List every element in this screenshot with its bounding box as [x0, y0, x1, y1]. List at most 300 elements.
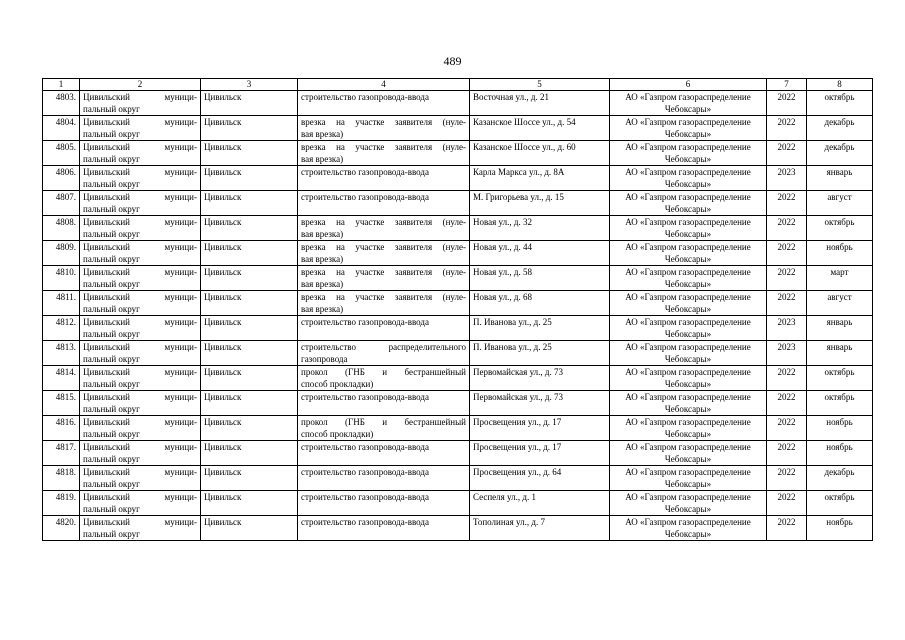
year-cell [767, 291, 807, 316]
year: 2022 [777, 517, 796, 527]
year: 2022 [777, 292, 796, 302]
locality: Цивильск [204, 217, 242, 227]
district-line: Цивильский муници- [83, 167, 197, 177]
work-type-line: строительство газопровода-ввода [301, 492, 429, 502]
year-cell [767, 441, 807, 466]
locality: Цивильск [204, 517, 242, 527]
district-line: Цивильский муници- [83, 467, 197, 477]
row-number-cell [43, 116, 80, 141]
organization-cell [610, 191, 767, 216]
organization-line: Чебоксары» [664, 504, 712, 514]
month-cell [807, 241, 873, 266]
table-row [43, 166, 873, 191]
year: 2022 [777, 217, 796, 227]
row-number-cell [43, 516, 80, 541]
year-cell [767, 316, 807, 341]
row-number: 4804. [55, 117, 76, 127]
district-line: Цивильский муници- [83, 492, 197, 502]
work-type-cell [298, 141, 470, 166]
row-number-cell [43, 166, 80, 191]
work-type-line: вая врезка) [301, 279, 344, 289]
year-cell [767, 391, 807, 416]
district-line: пальный округ [83, 204, 140, 214]
district-line: пальный округ [83, 104, 140, 114]
organization-line: АО «Газпром газораспределение [625, 317, 751, 327]
district-line: пальный округ [83, 504, 140, 514]
month-cell [807, 191, 873, 216]
district-line: пальный округ [83, 254, 140, 264]
district-cell [80, 116, 201, 141]
organization-line: Чебоксары» [664, 129, 712, 139]
column-header: 2 [80, 79, 201, 91]
locality: Цивильск [204, 192, 242, 202]
month-cell [807, 291, 873, 316]
organization-line: Чебоксары» [664, 304, 712, 314]
organization-line: АО «Газпром газораспределение [625, 442, 751, 452]
year-cell [767, 491, 807, 516]
district-line: Цивильский муници- [83, 417, 197, 427]
year: 2023 [777, 317, 796, 327]
month: октябрь [824, 392, 855, 402]
column-header: 5 [470, 79, 610, 91]
row-number: 4812. [55, 317, 76, 327]
locality-cell [201, 291, 298, 316]
district-line: пальный округ [83, 404, 140, 414]
row-number: 4815. [55, 392, 76, 402]
work-type-line: вая врезка) [301, 154, 344, 164]
table-row [43, 216, 873, 241]
district-line: пальный округ [83, 479, 140, 489]
address: Просвещения ул., д. 17 [473, 417, 562, 427]
year-cell [767, 216, 807, 241]
organization-line: АО «Газпром газораспределение [625, 417, 751, 427]
organization-line: Чебоксары» [664, 104, 712, 114]
district-line: Цивильский муници- [83, 442, 197, 452]
year: 2022 [777, 442, 796, 452]
district-cell [80, 341, 201, 366]
district-cell [80, 241, 201, 266]
locality-cell [201, 491, 298, 516]
locality: Цивильск [204, 392, 242, 402]
month: ноябрь [826, 417, 853, 427]
organization-cell [610, 241, 767, 266]
year: 2022 [777, 92, 796, 102]
organization-line: Чебоксары» [664, 204, 712, 214]
locality: Цивильск [204, 242, 242, 252]
year: 2022 [777, 192, 796, 202]
organization-line: Чебоксары» [664, 154, 712, 164]
locality: Цивильск [204, 142, 242, 152]
work-type-line: строительство газопровода-ввода [301, 192, 429, 202]
organization-line: АО «Газпром газораспределение [625, 117, 751, 127]
district-line: Цивильский муници- [83, 142, 197, 152]
year: 2022 [777, 417, 796, 427]
year-cell [767, 241, 807, 266]
district-line: Цивильский муници- [83, 117, 197, 127]
year-cell [767, 166, 807, 191]
year-cell [767, 516, 807, 541]
work-type-cell [298, 466, 470, 491]
year: 2023 [777, 342, 796, 352]
row-number: 4816. [55, 417, 76, 427]
row-number-cell [43, 491, 80, 516]
table-row [43, 391, 873, 416]
address: Первомайская ул., д. 73 [473, 367, 563, 377]
table-row [43, 416, 873, 441]
organization-cell [610, 491, 767, 516]
district-cell [80, 91, 201, 116]
row-number-cell [43, 316, 80, 341]
work-type-cell [298, 116, 470, 141]
address: Тополиная ул., д. 7 [473, 517, 545, 527]
work-type-line: вая врезка) [301, 229, 344, 239]
district-line: пальный округ [83, 154, 140, 164]
locality-cell [201, 441, 298, 466]
district-line: пальный округ [83, 129, 140, 139]
row-number: 4806. [55, 167, 76, 177]
locality-cell [201, 241, 298, 266]
organization-cell [610, 141, 767, 166]
work-type-line: вая врезка) [301, 129, 344, 139]
year: 2022 [777, 142, 796, 152]
column-header: 7 [767, 79, 807, 91]
organization-line: АО «Газпром газораспределение [625, 467, 751, 477]
address-cell [470, 91, 610, 116]
row-number: 4808. [55, 217, 76, 227]
district-cell [80, 141, 201, 166]
address-cell [470, 491, 610, 516]
month: октябрь [824, 92, 855, 102]
district-cell [80, 441, 201, 466]
organization-line: АО «Газпром газораспределение [625, 142, 751, 152]
row-number: 4820. [55, 517, 76, 527]
work-type-cell [298, 416, 470, 441]
locality: Цивильск [204, 342, 242, 352]
district-cell [80, 291, 201, 316]
district-line: пальный округ [83, 379, 140, 389]
address-cell [470, 466, 610, 491]
work-type-line: строительство газопровода-ввода [301, 517, 429, 527]
address: Новая ул., д. 32 [473, 217, 532, 227]
work-type-line: вая врезка) [301, 254, 344, 264]
organization-cell [610, 441, 767, 466]
district-line: пальный округ [83, 279, 140, 289]
table-row [43, 291, 873, 316]
month: январь [826, 342, 853, 352]
work-type-line: способ прокладки) [301, 379, 374, 389]
organization-line: АО «Газпром газораспределение [625, 517, 751, 527]
work-type-line: вая врезка) [301, 304, 344, 314]
column-header: 3 [201, 79, 298, 91]
work-type-cell [298, 291, 470, 316]
month-cell [807, 366, 873, 391]
month-cell [807, 91, 873, 116]
district-line: Цивильский муници- [83, 342, 197, 352]
row-number-cell [43, 341, 80, 366]
organization-line: АО «Газпром газораспределение [625, 92, 751, 102]
address: М. Григорьева ул., д. 15 [473, 192, 564, 202]
table-row [43, 516, 873, 541]
row-number: 4813. [55, 342, 76, 352]
locality: Цивильск [204, 317, 242, 327]
month: декабрь [824, 467, 855, 477]
month: ноябрь [826, 242, 853, 252]
month: ноябрь [826, 442, 853, 452]
locality: Цивильск [204, 92, 242, 102]
district-cell [80, 316, 201, 341]
organization-line: Чебоксары» [664, 279, 712, 289]
work-type-cell [298, 166, 470, 191]
row-number-cell [43, 366, 80, 391]
table-row [43, 191, 873, 216]
organization-line: Чебоксары» [664, 179, 712, 189]
year-cell [767, 266, 807, 291]
address: Новая ул., д. 58 [473, 267, 532, 277]
month: декабрь [824, 142, 855, 152]
organization-cell [610, 266, 767, 291]
organization-line: Чебоксары» [664, 404, 712, 414]
work-type-line: способ прокладки) [301, 429, 374, 439]
month: январь [826, 317, 853, 327]
locality-cell [201, 166, 298, 191]
row-number: 4807. [55, 192, 76, 202]
address: Первомайская ул., д. 73 [473, 392, 563, 402]
row-number: 4803. [55, 92, 76, 102]
work-type-cell [298, 316, 470, 341]
table-row [43, 266, 873, 291]
organization-line: Чебоксары» [664, 379, 712, 389]
year: 2022 [777, 492, 796, 502]
district-line: пальный округ [83, 354, 140, 364]
organization-line: АО «Газпром газораспределение [625, 192, 751, 202]
locality-cell [201, 216, 298, 241]
address-cell [470, 516, 610, 541]
page-number: 489 [443, 54, 462, 68]
organization-line: Чебоксары» [664, 329, 712, 339]
table-row [43, 441, 873, 466]
district-cell [80, 416, 201, 441]
address: Просвещения ул., д. 17 [473, 442, 562, 452]
district-cell [80, 266, 201, 291]
work-type-cell [298, 516, 470, 541]
locality: Цивильск [204, 367, 242, 377]
locality: Цивильск [204, 292, 242, 302]
organization-cell [610, 516, 767, 541]
address: Казанское Шоссе ул., д. 54 [473, 117, 576, 127]
district-line: пальный округ [83, 329, 140, 339]
row-number-cell [43, 266, 80, 291]
address-cell [470, 316, 610, 341]
row-number: 4819. [55, 492, 76, 502]
year: 2022 [777, 367, 796, 377]
organization-line: АО «Газпром газораспределение [625, 367, 751, 377]
year: 2022 [777, 467, 796, 477]
year-cell [767, 191, 807, 216]
row-number: 4810. [55, 267, 76, 277]
organization-cell [610, 91, 767, 116]
locality-cell [201, 316, 298, 341]
month: август [827, 192, 852, 202]
district-line: Цивильский муници- [83, 392, 197, 402]
year-cell [767, 141, 807, 166]
organization-line: АО «Газпром газораспределение [625, 292, 751, 302]
district-cell [80, 166, 201, 191]
column-header: 6 [610, 79, 767, 91]
organization-cell [610, 316, 767, 341]
row-number: 4811. [56, 292, 76, 302]
work-type-cell [298, 491, 470, 516]
month-cell [807, 116, 873, 141]
locality: Цивильск [204, 467, 242, 477]
month-cell [807, 391, 873, 416]
organization-cell [610, 341, 767, 366]
organization-line: Чебоксары» [664, 454, 712, 464]
district-cell [80, 191, 201, 216]
address-cell [470, 166, 610, 191]
address: П. Иванова ул., д. 25 [473, 317, 552, 327]
address: Сеспеля ул., д. 1 [473, 492, 536, 502]
table-row [43, 316, 873, 341]
year: 2022 [777, 242, 796, 252]
work-type-line: прокол (ГНБ и бестраншейный [301, 367, 466, 377]
month: январь [826, 167, 853, 177]
district-cell [80, 491, 201, 516]
district-line: Цивильский муници- [83, 242, 197, 252]
work-type-cell [298, 266, 470, 291]
address-cell [470, 116, 610, 141]
address: Карла Маркса ул., д. 8А [473, 167, 565, 177]
year-cell [767, 466, 807, 491]
address: Просвещения ул., д. 64 [473, 467, 562, 477]
organization-line: АО «Газпром газораспределение [625, 267, 751, 277]
locality-cell [201, 266, 298, 291]
district-line: пальный округ [83, 179, 140, 189]
month-cell [807, 416, 873, 441]
locality: Цивильск [204, 167, 242, 177]
organization-line: АО «Газпром газораспределение [625, 167, 751, 177]
year-cell [767, 416, 807, 441]
address: П. Иванова ул., д. 25 [473, 342, 552, 352]
month-cell [807, 266, 873, 291]
district-line: Цивильский муници- [83, 367, 197, 377]
column-header: 8 [807, 79, 873, 91]
address-cell [470, 241, 610, 266]
work-type-line: строительство газопровода-ввода [301, 467, 429, 477]
column-header: 4 [298, 79, 470, 91]
locality-cell [201, 116, 298, 141]
address-cell [470, 141, 610, 166]
address: Восточная ул., д. 21 [473, 92, 549, 102]
month: март [830, 267, 849, 277]
organization-line: АО «Газпром газораспределение [625, 342, 751, 352]
organization-line: Чебоксары» [664, 229, 712, 239]
work-type-cell [298, 366, 470, 391]
year: 2022 [777, 117, 796, 127]
work-type-line: строительство распределительного [301, 342, 466, 352]
month: октябрь [824, 492, 855, 502]
month-cell [807, 341, 873, 366]
month-cell [807, 166, 873, 191]
district-line: Цивильский муници- [83, 292, 197, 302]
table-row [43, 341, 873, 366]
work-type-line: строительство газопровода-ввода [301, 317, 429, 327]
district-line: пальный округ [83, 529, 140, 539]
year: 2022 [777, 392, 796, 402]
organization-line: АО «Газпром газораспределение [625, 217, 751, 227]
work-type-line: строительство газопровода-ввода [301, 392, 429, 402]
row-number-cell [43, 466, 80, 491]
address-cell [470, 366, 610, 391]
month: декабрь [824, 117, 855, 127]
row-number-cell [43, 141, 80, 166]
district-line: Цивильский муници- [83, 217, 197, 227]
row-number-cell [43, 291, 80, 316]
year: 2023 [777, 167, 796, 177]
column-number-row [43, 79, 873, 91]
row-number-cell [43, 416, 80, 441]
row-number: 4809. [55, 242, 76, 252]
month-cell [807, 441, 873, 466]
locality-cell [201, 141, 298, 166]
locality-cell [201, 91, 298, 116]
district-cell [80, 366, 201, 391]
table-row [43, 466, 873, 491]
year-cell [767, 116, 807, 141]
month-cell [807, 516, 873, 541]
table-row [43, 116, 873, 141]
row-number-cell [43, 191, 80, 216]
work-type-line: врезка на участке заявителя (нуле- [301, 242, 466, 252]
work-type-cell [298, 91, 470, 116]
work-type-line: врезка на участке заявителя (нуле- [301, 217, 466, 227]
work-type-line: врезка на участке заявителя (нуле- [301, 267, 466, 277]
address: Новая ул., д. 44 [473, 242, 532, 252]
address-cell [470, 216, 610, 241]
row-number-cell [43, 216, 80, 241]
address-cell [470, 391, 610, 416]
month-cell [807, 466, 873, 491]
work-type-cell [298, 441, 470, 466]
address-cell [470, 191, 610, 216]
month-cell [807, 216, 873, 241]
table-row [43, 491, 873, 516]
organization-cell [610, 216, 767, 241]
row-number-cell [43, 441, 80, 466]
address: Новая ул., д. 68 [473, 292, 532, 302]
work-type-line: газопровода [301, 354, 348, 364]
work-type-cell [298, 391, 470, 416]
month-cell [807, 141, 873, 166]
table-row [43, 366, 873, 391]
district-line: Цивильский муници- [83, 192, 197, 202]
organization-line: Чебоксары» [664, 529, 712, 539]
month: август [827, 292, 852, 302]
month: октябрь [824, 367, 855, 377]
month: ноябрь [826, 517, 853, 527]
district-line: пальный округ [83, 429, 140, 439]
organization-cell [610, 416, 767, 441]
year-cell [767, 91, 807, 116]
row-number: 4817. [55, 442, 76, 452]
gasification-table [42, 78, 873, 541]
row-number: 4814. [55, 367, 76, 377]
work-type-line: строительство газопровода-ввода [301, 442, 429, 452]
district-cell [80, 516, 201, 541]
work-type-line: врезка на участке заявителя (нуле- [301, 142, 466, 152]
work-type-line: прокол (ГНБ и бестраншейный [301, 417, 466, 427]
locality-cell [201, 516, 298, 541]
locality-cell [201, 391, 298, 416]
